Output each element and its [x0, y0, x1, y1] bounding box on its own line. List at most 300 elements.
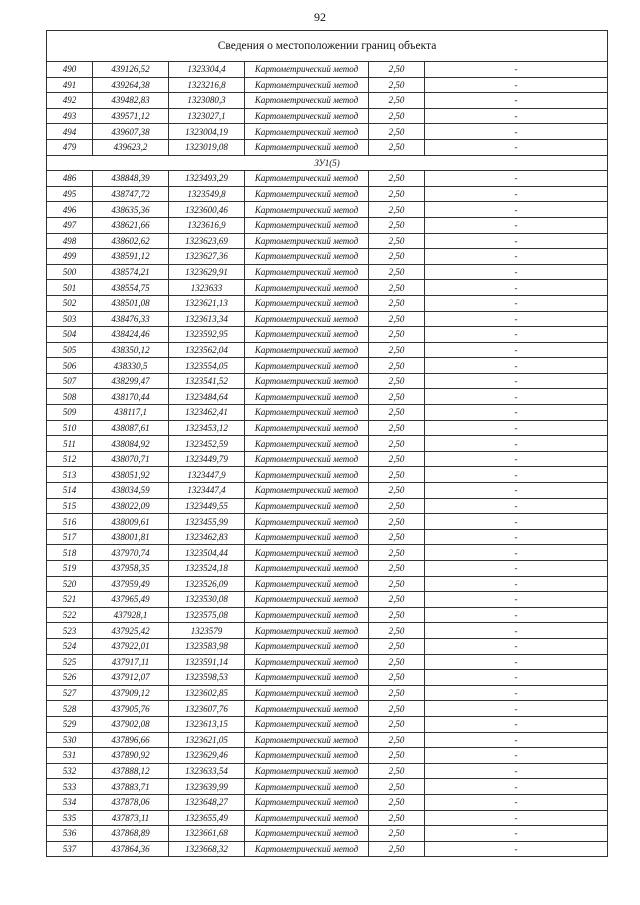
description-cell: - [425, 592, 608, 608]
accuracy-cell: 2,50 [369, 763, 425, 779]
y-coordinate-cell: 1323583,98 [169, 638, 245, 654]
method-cell: Картометрический метод [245, 295, 369, 311]
accuracy-cell: 2,50 [369, 623, 425, 639]
point-number-cell: 528 [47, 701, 93, 717]
boundary-coordinates-table [46, 30, 608, 857]
accuracy-cell: 2,50 [369, 342, 425, 358]
description-cell: - [425, 810, 608, 826]
table-row [47, 576, 608, 592]
section-row [47, 155, 608, 171]
x-coordinate-cell: 437958,35 [93, 561, 169, 577]
y-coordinate-cell: 1323452,59 [169, 436, 245, 452]
y-coordinate-cell: 1323447,4 [169, 483, 245, 499]
x-coordinate-cell: 439571,12 [93, 108, 169, 124]
x-coordinate-cell: 439482,83 [93, 93, 169, 109]
y-coordinate-cell: 1323462,41 [169, 405, 245, 421]
x-coordinate-cell: 437878,06 [93, 794, 169, 810]
point-number-cell: 504 [47, 327, 93, 343]
accuracy-cell: 2,50 [369, 701, 425, 717]
y-coordinate-cell: 1323216,8 [169, 77, 245, 93]
method-cell: Картометрический метод [245, 732, 369, 748]
x-coordinate-cell: 437873,11 [93, 810, 169, 826]
x-coordinate-cell: 438170,44 [93, 389, 169, 405]
x-coordinate-cell: 437925,42 [93, 623, 169, 639]
accuracy-cell: 2,50 [369, 779, 425, 795]
point-number-cell: 479 [47, 139, 93, 155]
x-coordinate-cell: 438554,75 [93, 280, 169, 296]
table-row [47, 716, 608, 732]
method-cell: Картометрический метод [245, 436, 369, 452]
x-coordinate-cell: 438022,09 [93, 498, 169, 514]
table-row [47, 342, 608, 358]
y-coordinate-cell: 1323616,9 [169, 217, 245, 233]
table-row [47, 638, 608, 654]
y-coordinate-cell: 1323526,09 [169, 576, 245, 592]
point-number-cell: 502 [47, 295, 93, 311]
point-number-cell: 536 [47, 826, 93, 842]
method-cell: Картометрический метод [245, 124, 369, 140]
accuracy-cell: 2,50 [369, 405, 425, 421]
description-cell: - [425, 514, 608, 530]
y-coordinate-cell: 1323655,49 [169, 810, 245, 826]
accuracy-cell: 2,50 [369, 77, 425, 93]
table-row [47, 561, 608, 577]
point-number-cell: 513 [47, 467, 93, 483]
table-row [47, 77, 608, 93]
method-cell: Картометрический метод [245, 794, 369, 810]
method-cell: Картометрический метод [245, 389, 369, 405]
description-cell: - [425, 732, 608, 748]
method-cell: Картометрический метод [245, 685, 369, 701]
x-coordinate-cell: 438574,21 [93, 264, 169, 280]
point-number-cell: 503 [47, 311, 93, 327]
point-number-cell: 516 [47, 514, 93, 530]
x-coordinate-cell: 438117,1 [93, 405, 169, 421]
description-cell: - [425, 217, 608, 233]
point-number-cell: 515 [47, 498, 93, 514]
accuracy-cell: 2,50 [369, 670, 425, 686]
method-cell: Картометрический метод [245, 342, 369, 358]
accuracy-cell: 2,50 [369, 732, 425, 748]
method-cell: Картометрический метод [245, 483, 369, 499]
x-coordinate-cell: 438330,5 [93, 358, 169, 374]
y-coordinate-cell: 1323648,27 [169, 794, 245, 810]
method-cell: Картометрический метод [245, 171, 369, 187]
point-number-cell: 496 [47, 202, 93, 218]
table-row [47, 794, 608, 810]
description-cell: - [425, 202, 608, 218]
x-coordinate-cell: 438476,33 [93, 311, 169, 327]
description-cell: - [425, 654, 608, 670]
method-cell: Картометрический метод [245, 841, 369, 857]
y-coordinate-cell: 1323504,44 [169, 545, 245, 561]
y-coordinate-cell: 1323639,99 [169, 779, 245, 795]
accuracy-cell: 2,50 [369, 311, 425, 327]
point-number-cell: 537 [47, 841, 93, 857]
table-row [47, 389, 608, 405]
description-cell: - [425, 405, 608, 421]
method-cell: Картометрический метод [245, 451, 369, 467]
table-row [47, 763, 608, 779]
table-row [47, 748, 608, 764]
table-row [47, 841, 608, 857]
x-coordinate-cell: 438084,92 [93, 436, 169, 452]
point-number-cell: 527 [47, 685, 93, 701]
description-cell: - [425, 311, 608, 327]
point-number-cell: 525 [47, 654, 93, 670]
x-coordinate-cell: 437909,12 [93, 685, 169, 701]
table-row [47, 295, 608, 311]
description-cell: - [425, 483, 608, 499]
method-cell: Картометрический метод [245, 701, 369, 717]
method-cell: Картометрический метод [245, 280, 369, 296]
method-cell: Картометрический метод [245, 77, 369, 93]
method-cell: Картометрический метод [245, 202, 369, 218]
y-coordinate-cell: 1323668,32 [169, 841, 245, 857]
description-cell: - [425, 93, 608, 109]
y-coordinate-cell: 1323027,1 [169, 108, 245, 124]
x-coordinate-cell: 438299,47 [93, 373, 169, 389]
table-row [47, 654, 608, 670]
table-row [47, 592, 608, 608]
description-cell: - [425, 62, 608, 78]
description-cell: - [425, 685, 608, 701]
point-number-cell: 491 [47, 77, 93, 93]
y-coordinate-cell: 1323080,3 [169, 93, 245, 109]
point-number-cell: 508 [47, 389, 93, 405]
table-row [47, 826, 608, 842]
accuracy-cell: 2,50 [369, 561, 425, 577]
accuracy-cell: 2,50 [369, 514, 425, 530]
table-row [47, 311, 608, 327]
method-cell: Картометрический метод [245, 186, 369, 202]
method-cell: Картометрический метод [245, 327, 369, 343]
table-row [47, 139, 608, 155]
point-number-cell: 533 [47, 779, 93, 795]
point-number-cell: 522 [47, 607, 93, 623]
x-coordinate-cell: 437896,66 [93, 732, 169, 748]
method-cell: Картометрический метод [245, 514, 369, 530]
accuracy-cell: 2,50 [369, 654, 425, 670]
x-coordinate-cell: 437902,08 [93, 716, 169, 732]
y-coordinate-cell: 1323530,08 [169, 592, 245, 608]
description-cell: - [425, 826, 608, 842]
y-coordinate-cell: 1323004,19 [169, 124, 245, 140]
y-coordinate-cell: 1323629,91 [169, 264, 245, 280]
accuracy-cell: 2,50 [369, 389, 425, 405]
y-coordinate-cell: 1323449,55 [169, 498, 245, 514]
method-cell: Картометрический метод [245, 249, 369, 265]
y-coordinate-cell: 1323447,9 [169, 467, 245, 483]
x-coordinate-cell: 437970,74 [93, 545, 169, 561]
y-coordinate-cell: 1323627,36 [169, 249, 245, 265]
method-cell: Картометрический метод [245, 217, 369, 233]
point-number-cell: 506 [47, 358, 93, 374]
description-cell: - [425, 139, 608, 155]
x-coordinate-cell: 438070,71 [93, 451, 169, 467]
point-number-cell: 520 [47, 576, 93, 592]
accuracy-cell: 2,50 [369, 685, 425, 701]
table-row [47, 280, 608, 296]
y-coordinate-cell: 1323633,54 [169, 763, 245, 779]
table-row [47, 545, 608, 561]
x-coordinate-cell: 438591,12 [93, 249, 169, 265]
description-cell: - [425, 670, 608, 686]
y-coordinate-cell: 1323592,95 [169, 327, 245, 343]
x-coordinate-cell: 437959,49 [93, 576, 169, 592]
y-coordinate-cell: 1323304,4 [169, 62, 245, 78]
accuracy-cell: 2,50 [369, 716, 425, 732]
method-cell: Картометрический метод [245, 654, 369, 670]
y-coordinate-cell: 1323613,34 [169, 311, 245, 327]
description-cell: - [425, 342, 608, 358]
point-number-cell: 532 [47, 763, 93, 779]
y-coordinate-cell: 1323453,12 [169, 420, 245, 436]
y-coordinate-cell: 1323623,69 [169, 233, 245, 249]
description-cell: - [425, 779, 608, 795]
description-cell: - [425, 280, 608, 296]
point-number-cell: 524 [47, 638, 93, 654]
accuracy-cell: 2,50 [369, 436, 425, 452]
point-number-cell: 492 [47, 93, 93, 109]
accuracy-cell: 2,50 [369, 794, 425, 810]
method-cell: Картометрический метод [245, 763, 369, 779]
accuracy-cell: 2,50 [369, 529, 425, 545]
method-cell: Картометрический метод [245, 264, 369, 280]
method-cell: Картометрический метод [245, 623, 369, 639]
method-cell: Картометрический метод [245, 826, 369, 842]
point-number-cell: 521 [47, 592, 93, 608]
accuracy-cell: 2,50 [369, 607, 425, 623]
y-coordinate-cell: 1323524,18 [169, 561, 245, 577]
y-coordinate-cell: 1323549,8 [169, 186, 245, 202]
point-number-cell: 535 [47, 810, 93, 826]
y-coordinate-cell: 1323579 [169, 623, 245, 639]
point-number-cell: 497 [47, 217, 93, 233]
accuracy-cell: 2,50 [369, 139, 425, 155]
table-row [47, 249, 608, 265]
x-coordinate-cell: 438001,81 [93, 529, 169, 545]
x-coordinate-cell: 437890,92 [93, 748, 169, 764]
method-cell: Картометрический метод [245, 716, 369, 732]
x-coordinate-cell: 437905,76 [93, 701, 169, 717]
description-cell: - [425, 545, 608, 561]
table-row [47, 685, 608, 701]
method-cell: Картометрический метод [245, 779, 369, 795]
description-cell: - [425, 77, 608, 93]
point-number-cell: 500 [47, 264, 93, 280]
x-coordinate-cell: 437888,12 [93, 763, 169, 779]
accuracy-cell: 2,50 [369, 327, 425, 343]
table-row [47, 732, 608, 748]
accuracy-cell: 2,50 [369, 420, 425, 436]
table-row [47, 62, 608, 78]
method-cell: Картометрический метод [245, 93, 369, 109]
table-row [47, 498, 608, 514]
accuracy-cell: 2,50 [369, 233, 425, 249]
y-coordinate-cell: 1323562,04 [169, 342, 245, 358]
accuracy-cell: 2,50 [369, 748, 425, 764]
accuracy-cell: 2,50 [369, 171, 425, 187]
method-cell: Картометрический метод [245, 420, 369, 436]
accuracy-cell: 2,50 [369, 592, 425, 608]
x-coordinate-cell: 438635,36 [93, 202, 169, 218]
page-number: 92 [314, 10, 326, 24]
table-row [47, 108, 608, 124]
accuracy-cell: 2,50 [369, 295, 425, 311]
accuracy-cell: 2,50 [369, 810, 425, 826]
table-body [47, 31, 608, 857]
accuracy-cell: 2,50 [369, 108, 425, 124]
description-cell: - [425, 264, 608, 280]
x-coordinate-cell: 437928,1 [93, 607, 169, 623]
y-coordinate-cell: 1323591,14 [169, 654, 245, 670]
x-coordinate-cell: 439607,38 [93, 124, 169, 140]
accuracy-cell: 2,50 [369, 202, 425, 218]
method-cell: Картометрический метод [245, 607, 369, 623]
x-coordinate-cell: 439623,2 [93, 139, 169, 155]
description-cell: - [425, 607, 608, 623]
accuracy-cell: 2,50 [369, 638, 425, 654]
method-cell: Картометрический метод [245, 311, 369, 327]
point-number-cell: 486 [47, 171, 93, 187]
description-cell: - [425, 763, 608, 779]
x-coordinate-cell: 437868,89 [93, 826, 169, 842]
method-cell: Картометрический метод [245, 576, 369, 592]
y-coordinate-cell: 1323462,83 [169, 529, 245, 545]
accuracy-cell: 2,50 [369, 451, 425, 467]
table-row [47, 420, 608, 436]
description-cell: - [425, 701, 608, 717]
description-cell: - [425, 295, 608, 311]
table-row [47, 327, 608, 343]
method-cell: Картометрический метод [245, 670, 369, 686]
table-row [47, 701, 608, 717]
y-coordinate-cell: 1323621,13 [169, 295, 245, 311]
point-number-cell: 519 [47, 561, 93, 577]
point-number-cell: 529 [47, 716, 93, 732]
section-label: ЗУ1(5) [47, 155, 608, 171]
x-coordinate-cell: 437864,36 [93, 841, 169, 857]
method-cell: Картометрический метод [245, 405, 369, 421]
accuracy-cell: 2,50 [369, 841, 425, 857]
table-row [47, 514, 608, 530]
accuracy-cell: 2,50 [369, 358, 425, 374]
accuracy-cell: 2,50 [369, 217, 425, 233]
x-coordinate-cell: 438350,12 [93, 342, 169, 358]
y-coordinate-cell: 1323019,08 [169, 139, 245, 155]
table-row [47, 405, 608, 421]
method-cell: Картометрический метод [245, 529, 369, 545]
x-coordinate-cell: 437922,01 [93, 638, 169, 654]
description-cell: - [425, 373, 608, 389]
description-cell: - [425, 794, 608, 810]
description-cell: - [425, 233, 608, 249]
description-cell: - [425, 108, 608, 124]
y-coordinate-cell: 1323493,29 [169, 171, 245, 187]
table-row [47, 233, 608, 249]
table-row [47, 810, 608, 826]
table-row [47, 670, 608, 686]
y-coordinate-cell: 1323455,99 [169, 514, 245, 530]
method-cell: Картометрический метод [245, 748, 369, 764]
accuracy-cell: 2,50 [369, 124, 425, 140]
method-cell: Картометрический метод [245, 498, 369, 514]
y-coordinate-cell: 1323484,64 [169, 389, 245, 405]
x-coordinate-cell: 438034,59 [93, 483, 169, 499]
accuracy-cell: 2,50 [369, 483, 425, 499]
point-number-cell: 526 [47, 670, 93, 686]
description-cell: - [425, 529, 608, 545]
table-row [47, 171, 608, 187]
method-cell: Картометрический метод [245, 358, 369, 374]
accuracy-cell: 2,50 [369, 249, 425, 265]
accuracy-cell: 2,50 [369, 373, 425, 389]
table-row [47, 124, 608, 140]
x-coordinate-cell: 438501,08 [93, 295, 169, 311]
accuracy-cell: 2,50 [369, 576, 425, 592]
table-row [47, 607, 608, 623]
x-coordinate-cell: 438009,61 [93, 514, 169, 530]
description-cell: - [425, 748, 608, 764]
x-coordinate-cell: 437912,07 [93, 670, 169, 686]
y-coordinate-cell: 1323575,08 [169, 607, 245, 623]
x-coordinate-cell: 437965,49 [93, 592, 169, 608]
point-number-cell: 501 [47, 280, 93, 296]
point-number-cell: 498 [47, 233, 93, 249]
description-cell: - [425, 249, 608, 265]
accuracy-cell: 2,50 [369, 93, 425, 109]
x-coordinate-cell: 437917,11 [93, 654, 169, 670]
table-row [47, 93, 608, 109]
point-number-cell: 507 [47, 373, 93, 389]
x-coordinate-cell: 437883,71 [93, 779, 169, 795]
table-row [47, 436, 608, 452]
table-row [47, 623, 608, 639]
accuracy-cell: 2,50 [369, 467, 425, 483]
table-row [47, 779, 608, 795]
point-number-cell: 509 [47, 405, 93, 421]
description-cell: - [425, 358, 608, 374]
description-cell: - [425, 716, 608, 732]
description-cell: - [425, 841, 608, 857]
description-cell: - [425, 186, 608, 202]
description-cell: - [425, 124, 608, 140]
table-row [47, 217, 608, 233]
x-coordinate-cell: 438051,92 [93, 467, 169, 483]
y-coordinate-cell: 1323621,05 [169, 732, 245, 748]
description-cell: - [425, 420, 608, 436]
point-number-cell: 534 [47, 794, 93, 810]
description-cell: - [425, 623, 608, 639]
table-row [47, 467, 608, 483]
x-coordinate-cell: 439126,52 [93, 62, 169, 78]
y-coordinate-cell: 1323554,05 [169, 358, 245, 374]
point-number-cell: 511 [47, 436, 93, 452]
accuracy-cell: 2,50 [369, 498, 425, 514]
method-cell: Картометрический метод [245, 139, 369, 155]
description-cell: - [425, 561, 608, 577]
description-cell: - [425, 467, 608, 483]
table-row [47, 373, 608, 389]
y-coordinate-cell: 1323633 [169, 280, 245, 296]
point-number-cell: 494 [47, 124, 93, 140]
description-cell: - [425, 576, 608, 592]
point-number-cell: 530 [47, 732, 93, 748]
method-cell: Картометрический метод [245, 108, 369, 124]
y-coordinate-cell: 1323541,52 [169, 373, 245, 389]
method-cell: Картометрический метод [245, 233, 369, 249]
